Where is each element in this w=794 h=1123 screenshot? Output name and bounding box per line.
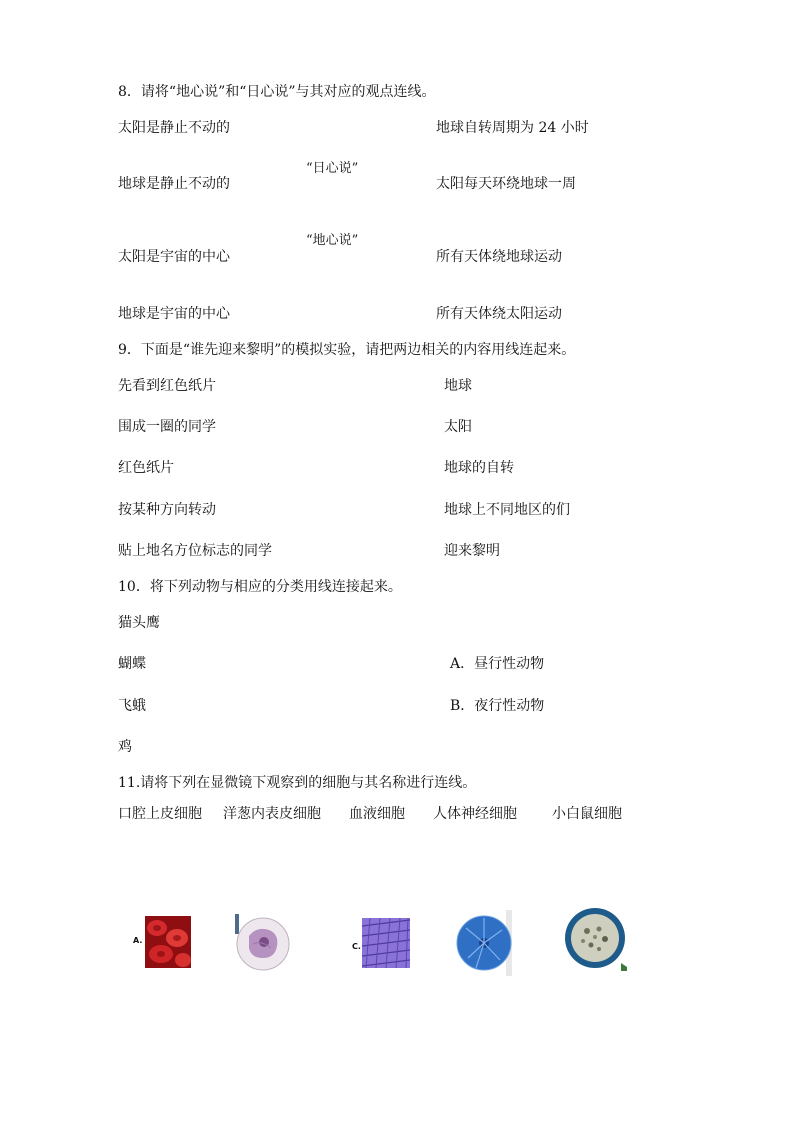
q8-left-1: 太阳是静止不动的 — [118, 120, 230, 136]
blood-cell-image — [145, 916, 191, 968]
q10-category-b: B．夜行性动物 — [450, 698, 545, 714]
q8-right-3: 所有天体绕地球运动 — [436, 249, 562, 265]
q9-right-3: 地球的自转 — [444, 460, 514, 476]
q9-right-2: 太阳 — [444, 419, 472, 435]
neuron-cell-image — [456, 910, 512, 976]
q8-left-4: 地球是宇宙的中心 — [118, 306, 230, 322]
q11-name-1: 口腔上皮细胞 — [118, 806, 202, 822]
mouse-cell-image — [563, 905, 627, 971]
q8-right-1: 地球自转周期为 24 小时 — [436, 120, 589, 136]
q9-title: 9．下面是“谁先迎来黎明”的模拟实验，请把两边相关的内容用线连起来。 — [118, 342, 576, 358]
q10-title: 10．将下列动物与相应的分类用线连接起来。 — [118, 579, 402, 595]
q11-name-3: 血液细胞 — [349, 806, 405, 822]
q9-right-4: 地球上不同地区的们 — [444, 502, 570, 518]
q10-animal-3: 飞蛾 — [118, 698, 146, 714]
q8-middle-heliocentric: “日心说” — [306, 161, 359, 176]
q8-middle-geocentric: “地心说” — [306, 233, 359, 248]
q10-animal-2: 蝴蝶 — [118, 656, 146, 672]
q11-name-2: 洋葱内表皮细胞 — [223, 806, 321, 822]
cheek-cell-image — [235, 914, 291, 972]
q11-name-4: 人体神经细胞 — [433, 806, 517, 822]
q10-animal-4: 鸡 — [118, 739, 132, 755]
q10-animal-1: 猫头鹰 — [118, 615, 160, 631]
q9-left-2: 围成一圈的同学 — [118, 419, 216, 435]
q8-left-3: 太阳是宇宙的中心 — [118, 249, 230, 265]
q8-right-2: 太阳每天环绕地球一周 — [436, 176, 576, 192]
q8-left-2: 地球是静止不动的 — [118, 176, 230, 192]
onion-cell-image — [362, 918, 410, 968]
q8-title: 8．请将“地心说”和“日心说”与其对应的观点连线。 — [118, 84, 436, 100]
q9-right-1: 地球 — [444, 378, 472, 394]
q11-title: 11.请将下列在显微镜下观察到的细胞与其名称进行连线。 — [118, 775, 477, 791]
q9-left-4: 按某种方向转动 — [118, 502, 216, 518]
q8-right-4: 所有天体绕太阳运动 — [436, 306, 562, 322]
image-label-a: A. — [133, 936, 143, 945]
q9-left-1: 先看到红色纸片 — [118, 378, 216, 394]
q9-left-5: 贴上地名方位标志的同学 — [118, 543, 272, 559]
q10-category-a: A．昼行性动物 — [450, 656, 545, 672]
q11-name-5: 小白鼠细胞 — [552, 806, 622, 822]
image-label-c: C. — [352, 942, 361, 951]
q9-left-3: 红色纸片 — [118, 460, 174, 476]
q9-right-5: 迎来黎明 — [444, 543, 500, 559]
